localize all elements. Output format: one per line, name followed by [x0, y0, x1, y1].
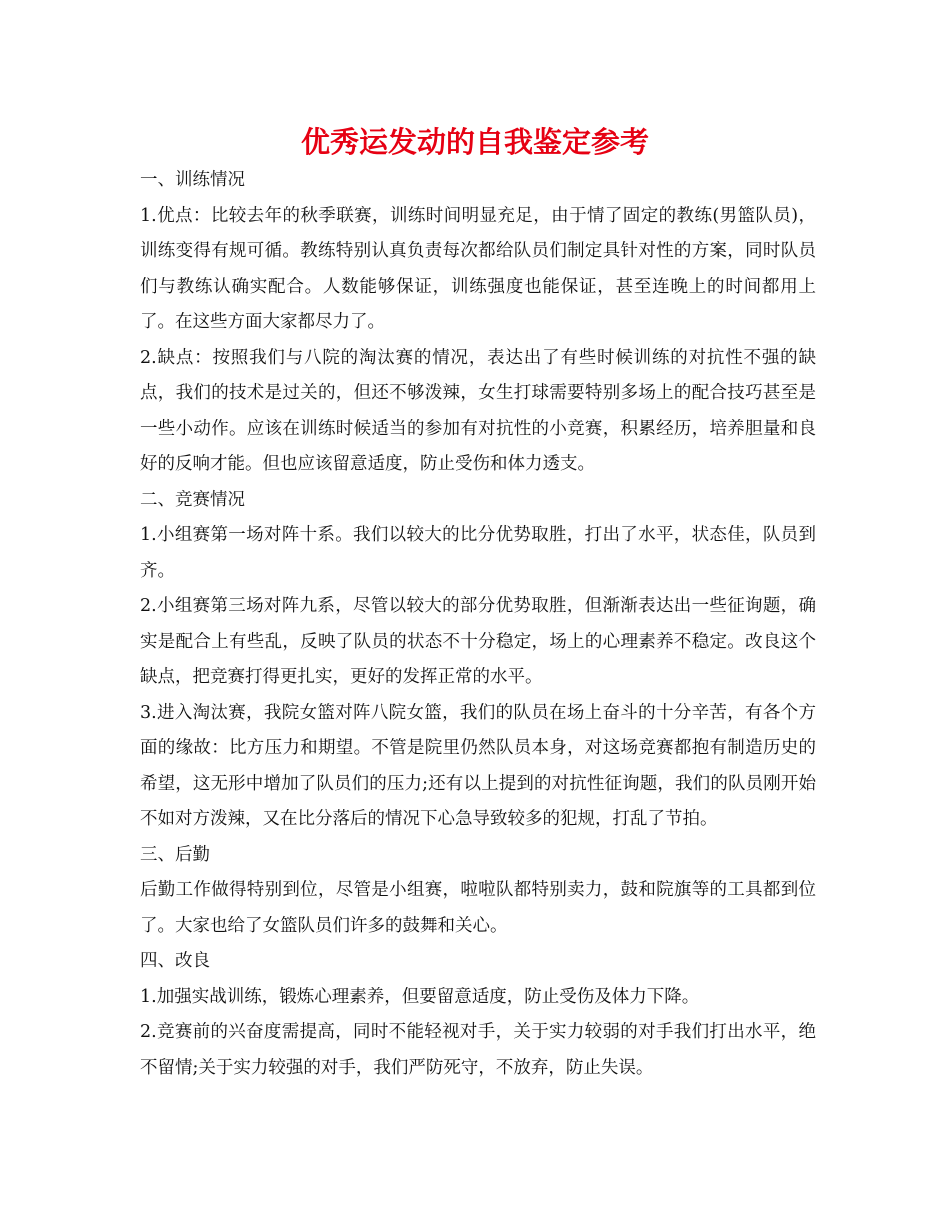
paragraph-training-strengths: 1.优点：比较去年的秋季联赛，训练时间明显充足，由于情了固定的教练(男篮队员)，训练变得有规可循。教练特别认真负责每次都给队员们制定具针对性的方案，同时队员们与教练认确实配合。人数能够保证，训练强度也能保证，甚至连晚上的时间都用上了。在这些方面大家都尽力了。	[140, 205, 816, 332]
paragraph-improvement-1: 1.加强实战训练，锻炼心理素养，但要留意适度，防止受伤及体力下降。	[140, 986, 700, 1007]
document-title: 优秀运发动的自我鉴定参考	[300, 125, 649, 159]
section-heading-logistics: 三、后勤	[140, 844, 210, 865]
paragraph-improvement-2: 2.竞赛前的兴奋度需提高，同时不能轻视对手，关于实力较弱的对手我们打出水平，绝不留情;关于实力较强的对手，我们严防死守，不放弃，防止失误。	[140, 1022, 816, 1078]
paragraph-logistics: 后勤工作做得特别到位，尽管是小组赛，啦啦队都特别卖力，鼓和院旗等的工具都到位了。大家也给了女篮队员们许多的鼓舞和关心。	[140, 880, 816, 936]
section-heading-training: 一、训练情况	[140, 170, 245, 190]
document-body	[140, 163, 816, 1086]
paragraph-competition-2: 2.小组赛第三场对阵九系，尽管以较大的部分优势取胜，但渐渐表达出一些征询题，确实是配合上有些乱，反映了队员的状态不十分稳定，场上的心理素养不稳定。改良这个缺点，把竞赛打得更扎实，更好的发挥正常的水平。	[140, 596, 816, 687]
paragraph-competition-1: 1.小组赛第一场对阵十系。我们以较大的比分优势取胜，打出了水平，状态佳，队员到齐。	[140, 525, 816, 581]
paragraph-training-weaknesses: 2.缺点：按照我们与八院的淘汰赛的情况，表达出了有些时候训练的对抗性不强的缺点，我们的技术是过关的，但还不够泼辣，女生打球需要特别多场上的配合技巧甚至是一些小动作。应该在训练时候适当的参加有对抗性的小竞赛，积累经历，培养胆量和良好的反响才能。但也应该留意适度，防止受伤和体力透支。	[140, 347, 816, 474]
section-heading-improvement: 四、改良	[140, 951, 210, 971]
section-heading-competition: 二、竞赛情况	[140, 489, 245, 510]
paragraph-competition-3: 3.进入淘汰赛，我院女篮对阵八院女篮，我们的队员在场上奋斗的十分辛苦，有各个方面的缘故：比方压力和期望。不管是院里仍然队员本身，对这场竞赛都抱有制造历史的希望，这无形中增加了队员们的压力;还有以上提到的对抗性征询题，我们的队员刚开始不如对方泼辣，又在比分落后的情况下心急导致较多的犯规，打乱了节拍。	[140, 702, 816, 829]
